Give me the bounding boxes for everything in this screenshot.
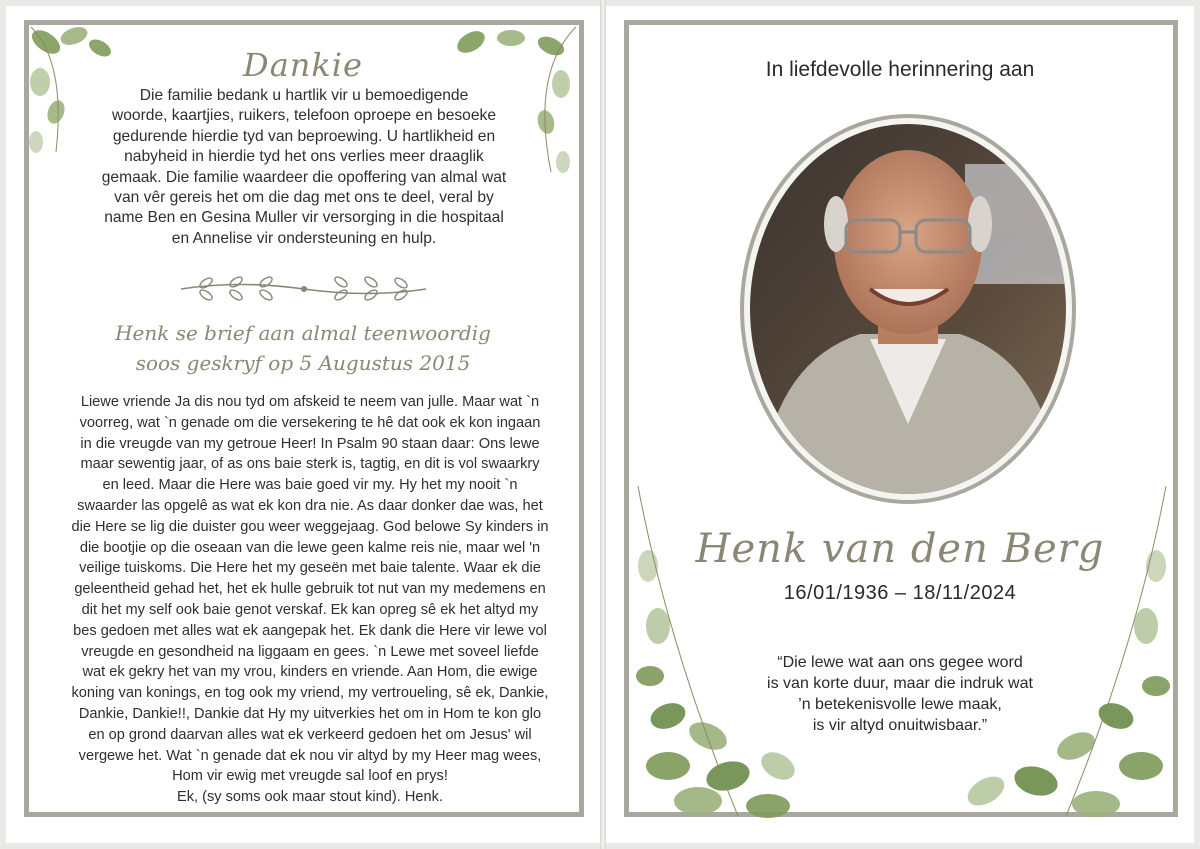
thanks-line: gedurende hierdie tyd van beproewing. U hartlikheid en bbox=[112, 127, 496, 145]
letter-heading-line: Henk se brief aan almal teenwoordig bbox=[115, 321, 491, 345]
letter-line: die bootjie op die oseaan van die lewe geen kalme reis nie, maar wel 'n bbox=[79, 539, 541, 556]
letter-line: voorreg, wat `n genade om die versekering te hê dat ook ek kon ingaan bbox=[79, 414, 541, 431]
letter-line: koning van konings, en tog ook my vriend, my vertroueling, sê ek, Dankie, bbox=[71, 685, 549, 702]
letter-line: in die vreugde van my getroue Heer! In Psalm 90 staan daar: Ons lewe bbox=[80, 435, 540, 452]
thanks-line: van vêr gereis het om die dag met ons te deel, veral by bbox=[114, 189, 494, 207]
letter-line: dit het my self ook baie genot verskaf. Ek kan opreg sê ek het altyd my bbox=[81, 601, 539, 618]
vine-divider-icon bbox=[176, 272, 431, 306]
letter-line: wat ek gekry het van my vrou, kinders en vriende. Aan Hom, die ewige bbox=[82, 664, 538, 681]
letter-line: vreugde en gesondheid na liggaam en gees. `n Lewe met soveel liefde bbox=[81, 643, 539, 660]
letter-line: Hom vir ewig met vreugde sal loof en prys! bbox=[172, 768, 448, 785]
thanks-line: woorde, kaartjies, ruikers, telefoon oproepe en besoeke bbox=[111, 107, 496, 125]
letter-line: die Here se lig die duister gou weer weggejaag. God belowe Sy kinders in bbox=[71, 518, 549, 535]
deceased-name: Henk van den Berg bbox=[695, 526, 1105, 572]
letter-line: en leed. Maar die Here was baie goed vir my. Hy het my nooit `n bbox=[102, 477, 518, 494]
quote-line: is vir altyd onuitwisbaar.” bbox=[812, 717, 988, 734]
thanks-title: Dankie bbox=[243, 46, 363, 84]
letter-line: Liewe vriende Ja dis nou tyd om afskeid te neem van julle. Maar wat `n bbox=[80, 394, 540, 410]
letter-heading bbox=[46, 318, 560, 378]
thanks-message bbox=[76, 86, 532, 249]
letter-heading-line: soos geskryf op 5 Augustus 2015 bbox=[135, 351, 471, 375]
letter-line: geleentheid gehad het, het ek hulle gebruik tot nut van my medemens en bbox=[74, 581, 546, 598]
thanks-line: nabyheid in hierdie tyd het ons verlies meer draaglik bbox=[124, 148, 484, 166]
quote-line: ’n betekenisvolle lewe maak, bbox=[798, 696, 1002, 713]
quote-line: is van korte duur, maar die indruk wat bbox=[767, 675, 1033, 692]
left-page bbox=[6, 6, 600, 843]
thanks-line: en Annelise vir ondersteuning en hulp. bbox=[171, 229, 437, 247]
letter-line: swaarder las opgelê as wat ek kon dra nie. As daar donker dae was, het bbox=[77, 497, 543, 514]
thanks-line: Die familie bedank u hartlik vir u bemoedigende bbox=[139, 87, 469, 104]
letter-line: en op grond daarvan alles wat ek verkeerd gedoen het om Jesus' wil bbox=[88, 726, 532, 743]
letter-line: maar sewentig jaar, of as ons baie sterk is, tagtig, en dit is vol swaarkry bbox=[80, 456, 540, 473]
portrait-photo bbox=[750, 124, 1066, 494]
thanks-line: name Ben en Gesina Muller vir versorging in die hospitaal bbox=[104, 209, 504, 227]
letter-text bbox=[54, 392, 566, 808]
life-dates: 16/01/1936 – 18/11/2024 bbox=[783, 582, 1017, 604]
letter-line: Ek, (sy soms ook maar stout kind). Henk. bbox=[176, 789, 443, 806]
thanks-line: gemaak. Die familie waardeer die opoffering van almal wat bbox=[101, 168, 507, 186]
letter-line: vergewe het. Wat `n genade dat ek nou vir altyd by my Heer mag wees, bbox=[78, 747, 542, 764]
letter-line: bes gedoen met alles wat ek aangepak het. Ek dank die Here vir lewe vol bbox=[73, 622, 547, 639]
letter-line: Dankie, Dankie!!, Dankie dat Hy my uitverkies het om in Hom te kon glo bbox=[78, 705, 542, 722]
quote-line: “Die lewe wat aan ons gegee word bbox=[777, 654, 1023, 671]
right-page bbox=[606, 6, 1194, 843]
portrait-image-icon bbox=[750, 124, 1066, 494]
memorial-intro: In liefdevolle herinnering aan bbox=[765, 58, 1035, 81]
memorial-quote bbox=[726, 652, 1074, 736]
letter-line: veilige tuiskoms. Die Here het my geseën met baie talente. Waar ek die bbox=[79, 560, 541, 577]
